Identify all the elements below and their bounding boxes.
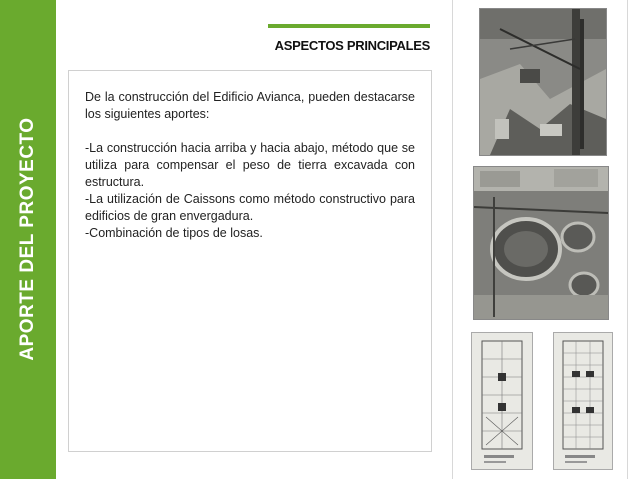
caisson-photo-icon: [473, 166, 609, 320]
paragraph-gap: [85, 123, 415, 140]
section-heading: ASPECTOS PRINCIPALES: [274, 38, 430, 53]
point-2: -La utilización de Caissons como método constructivo para edificios de gran envergadura.: [85, 192, 415, 223]
floor-plan-icon: [471, 332, 533, 470]
content-box: [68, 70, 432, 452]
intro-paragraph: De la construcción del Edificio Avianca, pueden destacarse los siguientes aportes:: [85, 90, 415, 121]
content-text: [85, 89, 415, 242]
photo-panel: [452, 0, 628, 479]
side-bar: [0, 0, 56, 479]
construction-photo-icon: [479, 8, 607, 156]
floor-plan-icon: [553, 332, 613, 470]
point-3: -Combinación de tipos de losas.: [85, 226, 263, 240]
point-1: -La construcción hacia arriba y hacia abajo, método que se utiliza para compensar el peso de tierra excavada con estructura.: [85, 141, 415, 189]
side-title: APORTE DEL PROYECTO: [17, 117, 38, 361]
header-accent-line: [268, 24, 430, 28]
